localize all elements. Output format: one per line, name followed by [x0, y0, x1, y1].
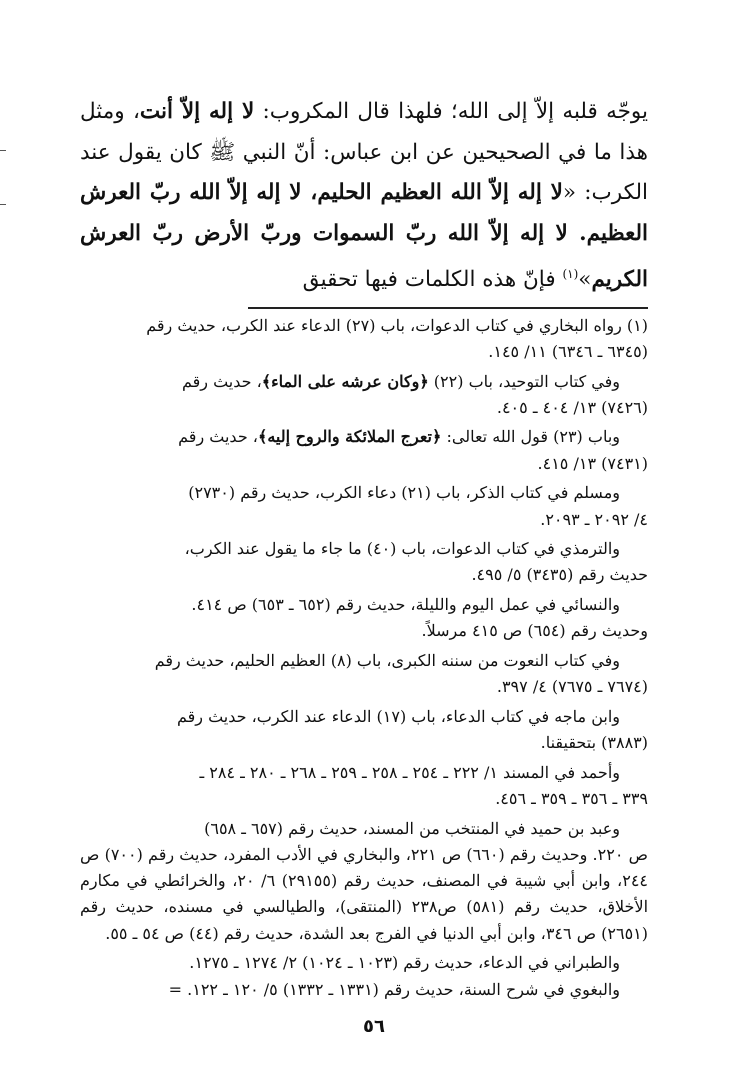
footnote-item	[80, 704, 648, 756]
footnote-item	[80, 536, 648, 588]
footnote-line: وفي كتاب النعوت من سننه الكبرى، باب (٨) العظيم الحليم، حديث رقم	[154, 651, 620, 671]
footnotes	[80, 313, 648, 1003]
footnote-item	[80, 369, 648, 421]
text-run: »	[578, 267, 592, 293]
footnote-line: ومسلم في كتاب الذكر، باب (٢١) دعاء الكرب، حديث رقم (٢٧٣٠)	[188, 483, 620, 503]
text-run: يوجّه قلبه إلاّ إلى الله؛ فلهذا قال المكروب:	[254, 99, 649, 124]
footnote-line: وعبد بن حميد في المنتخب من المسند، حديث رقم (٦٥٧ ـ ٦٥٨)	[204, 818, 620, 838]
footnote-line: وابن ماجه في كتاب الدعاء، باب (١٧) الدعاء عند الكرب، حديث رقم	[176, 707, 620, 726]
footnote-item	[80, 977, 648, 1003]
footnote-item	[80, 816, 648, 947]
footnote-line	[80, 424, 648, 450]
footnote-divider	[248, 307, 648, 309]
text-run: ، ومثل هذا ما في الصحيحين عن ابن عباس: أنّ النبي ﷺ كان يقول عند الكرب: «	[80, 99, 649, 205]
footnote-line: حديث رقم (٣٤٣٥) ٥/ ٤٩٥.	[471, 565, 648, 585]
footnote-line: والطبراني في الدعاء، حديث رقم (١٠٢٣ ـ ١٠٢٤) ٢/ ١٢٧٤ ـ ١٢٧٥.	[189, 953, 620, 973]
footnote-line: والبغوي في شرح السنة، حديث رقم (١٣٣١ ـ ١٣٣٢) ٥/ ١٢٠ ـ ١٢٢. =	[168, 979, 620, 999]
footnote-line: (١) رواه البخاري في كتاب الدعوات، باب (٢٧) الدعاء عند الكرب، حديث رقم	[146, 315, 648, 335]
footnote-ref: (١)	[562, 267, 579, 281]
footnote-line: ٣٣٩ ـ ٣٥٦ ـ ٣٥٩ ـ ٤٥٦.	[495, 789, 648, 809]
page-body	[80, 92, 648, 1003]
footnote-item	[80, 760, 648, 812]
bold-run: لا إله إلاّ أنت	[139, 99, 255, 124]
footnote-line: والنسائي في عمل اليوم والليلة، حديث رقم (٦٥٢ ـ ٦٥٣) ص ٤١٤.	[191, 595, 620, 615]
quran-verse: ﴿وكان عرشه على الماء﴾	[261, 371, 429, 391]
text-run: فإنّ هذه الكلمات فيها تحقيق	[302, 267, 563, 293]
margin-mark	[0, 150, 6, 151]
footnote-line	[80, 369, 648, 395]
text-run: ، حديث رقم	[181, 371, 262, 391]
footnote-line: ص ٢٢٠. وحديث رقم (٦٦٠) ص ٢٢١، والبخاري في الأدب المفرد، حديث رقم (٧٠٠) ص ٢٤٤، وابن أبي شيبة في المصنف، حديث رقم (٢٩١٥٥) ٦/ ٢٠، والخرائطي في مكارم الأخلاق، حديث رقم (٥٨١) ص٢٣٨ (المنتقى)، والطيالسي في مسنده، حديث رقم (٢٦٥١) ص ٣٤٦، وابن أبي الدنيا في الفرج بعد الشدة، حديث رقم (٤٤) ص ٥٤ ـ ٥٥.	[80, 845, 649, 943]
footnote-line: ٤/ ٢٠٩٢ ـ ٢٠٩٣.	[540, 509, 648, 529]
bold-hadith-text: لا إله إلاّ الله العظيم الحليم، لا إله إلاّ الله ربّ العرش العظيم. لا إله إلاّ الله ربّ السموات وربّ الأرض ربّ العرش الكريم	[80, 180, 648, 293]
footnote-item	[80, 313, 648, 365]
main-text	[80, 92, 648, 301]
footnote-line: (٦٣٤٥ ـ ٦٣٤٦) ١١/ ١٤٥.	[488, 341, 648, 361]
footnote-line: (٣٨٨٣) بتحقيقنا.	[540, 733, 648, 753]
footnote-line: (٧٤٣١) ١٣/ ٤١٥.	[537, 453, 648, 473]
page-number: ٥٦	[363, 1016, 385, 1037]
main-paragraph	[80, 92, 648, 301]
footnote-line: (٧٤٢٦) ١٣/ ٤٠٤ ـ ٤٠٥.	[496, 397, 648, 417]
text-run: وباب (٢٣) قول الله تعالى:	[441, 427, 620, 447]
footnote-item	[80, 480, 648, 532]
footnote-item	[80, 950, 648, 976]
footnote-line: (٧٦٧٤ ـ ٧٦٧٥) ٤/ ٣٩٧.	[496, 677, 648, 697]
footnote-line: وحديث رقم (٦٥٤) ص ٤١٥ مرسلاً.	[421, 621, 648, 641]
footnote-line: والترمذي في كتاب الدعوات، باب (٤٠) ما جاء ما يقول عند الكرب،	[184, 539, 620, 559]
footnote-item	[80, 424, 648, 476]
text-run: ، حديث رقم	[178, 427, 258, 447]
text-run: وفي كتاب التوحيد، باب (٢٢)	[428, 371, 620, 391]
quran-verse: ﴿تعرج الملائكة والروح إليه﴾	[257, 427, 442, 447]
footnote-item	[80, 592, 648, 644]
footnote-line: وأحمد في المسند ١/ ٢٢٢ ـ ٢٥٤ ـ ٢٥٨ ـ ٢٥٩ ـ ٢٦٨ ـ ٢٨٠ ـ ٢٨٤ ـ	[199, 762, 620, 782]
footnote-item	[80, 648, 648, 700]
margin-mark	[0, 204, 6, 205]
